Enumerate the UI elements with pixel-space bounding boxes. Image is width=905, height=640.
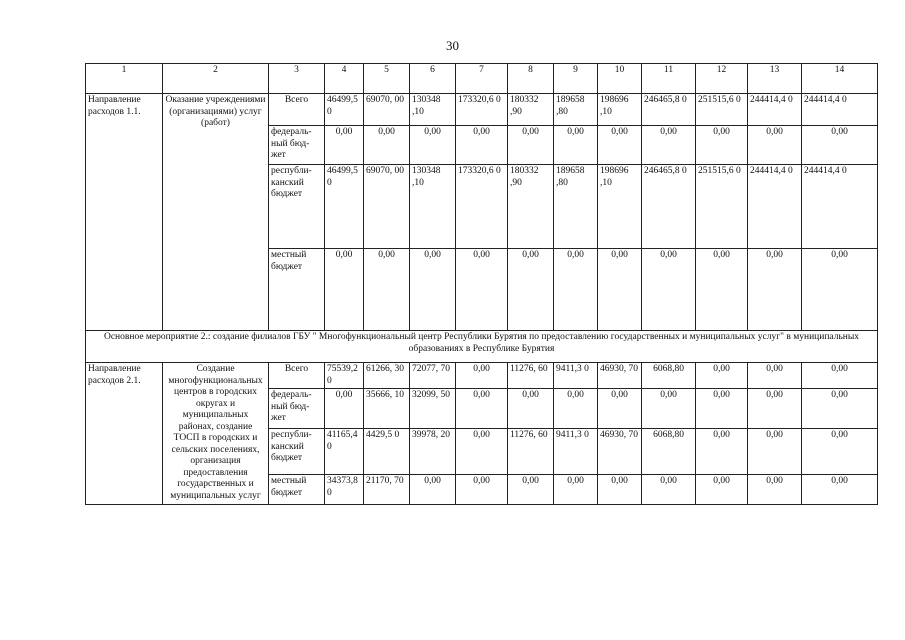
value-cell: 0,00 (642, 389, 696, 429)
value-cell: 198696 ,10 (598, 165, 642, 249)
value-cell: 0,00 (456, 429, 508, 475)
value-cell: 41165,4 0 (325, 429, 364, 475)
direction-cell: Направление расходов 2.1. (86, 363, 163, 505)
value-cell: 9411,3 0 (554, 363, 598, 389)
section-title: Основное мероприятие 2.: создание филиалов ГБУ " Многофункциональный центр Республики Бурятия по предоставлению государственных и муниципальных услуг" в муниципальных образованиях в Республике Бурятия (86, 331, 878, 363)
value-cell: 0,00 (802, 429, 878, 475)
value-cell: 0,00 (554, 249, 598, 331)
header-row (86, 64, 878, 94)
value-cell: 0,00 (508, 249, 554, 331)
source-cell: местный бюджет (269, 249, 325, 331)
value-cell: 0,00 (642, 249, 696, 331)
value-cell: 0,00 (802, 249, 878, 331)
table-row (86, 363, 878, 389)
value-cell: 0,00 (456, 126, 508, 165)
value-cell: 75539,2 0 (325, 363, 364, 389)
header-cell: 14 (802, 64, 878, 94)
header-cell: 12 (696, 64, 748, 94)
value-cell: 244414,4 0 (802, 165, 878, 249)
value-cell: 0,00 (598, 249, 642, 331)
value-cell: 0,00 (802, 126, 878, 165)
value-cell: 11276, 60 (508, 363, 554, 389)
value-cell: 189658 ,80 (554, 165, 598, 249)
value-cell: 251515,6 0 (696, 94, 748, 126)
value-cell: 0,00 (325, 389, 364, 429)
value-cell: 4429,5 0 (364, 429, 410, 475)
value-cell: 130348 ,10 (410, 165, 456, 249)
header-cell: 10 (598, 64, 642, 94)
source-cell: республи-канский бюджет (269, 165, 325, 249)
value-cell: 173320,6 0 (456, 165, 508, 249)
section-row (86, 331, 878, 363)
value-cell: 6068,80 (642, 363, 696, 389)
source-cell: федераль-ный бюд-жет (269, 126, 325, 165)
value-cell: 0,00 (554, 475, 598, 505)
budget-table (85, 63, 878, 505)
value-cell: 46930, 70 (598, 363, 642, 389)
value-cell: 32099, 50 (410, 389, 456, 429)
direction-cell: Направление расходов 1.1. (86, 94, 163, 331)
value-cell: 0,00 (748, 389, 802, 429)
page-number: 30 (446, 38, 459, 53)
value-cell: 11276, 60 (508, 429, 554, 475)
value-cell: 39978, 20 (410, 429, 456, 475)
value-cell: 180332 ,90 (508, 94, 554, 126)
value-cell: 130348 ,10 (410, 94, 456, 126)
value-cell: 0,00 (696, 126, 748, 165)
value-cell: 0,00 (554, 126, 598, 165)
value-cell: 244414,4 0 (802, 94, 878, 126)
value-cell: 0,00 (748, 249, 802, 331)
value-cell: 0,00 (642, 126, 696, 165)
value-cell: 46499,5 0 (325, 94, 364, 126)
value-cell: 0,00 (598, 126, 642, 165)
value-cell: 0,00 (508, 389, 554, 429)
value-cell: 0,00 (598, 475, 642, 505)
value-cell: 0,00 (364, 249, 410, 331)
header-cell: 2 (163, 64, 269, 94)
value-cell: 189658 ,80 (554, 94, 598, 126)
value-cell: 0,00 (696, 475, 748, 505)
value-cell: 0,00 (325, 249, 364, 331)
value-cell: 198696 ,10 (598, 94, 642, 126)
value-cell: 0,00 (802, 389, 878, 429)
value-cell: 0,00 (802, 475, 878, 505)
activity-cell: Оказание учреждениями (организациями) услуг (работ) (163, 94, 269, 331)
header-cell: 9 (554, 64, 598, 94)
value-cell: 244414,4 0 (748, 165, 802, 249)
value-cell: 0,00 (748, 363, 802, 389)
value-cell: 9411,3 0 (554, 429, 598, 475)
activity-cell: Создание многофункциональных центров в городских округах и муниципальных районах, создание ТОСП в городских и сельских поселениях, организация предоставления государственных и муниципальных услуг (163, 363, 269, 505)
value-cell: 46499,5 0 (325, 165, 364, 249)
header-cell: 11 (642, 64, 696, 94)
value-cell: 0,00 (456, 363, 508, 389)
value-cell: 0,00 (508, 475, 554, 505)
value-cell: 0,00 (410, 126, 456, 165)
value-cell: 21170, 70 (364, 475, 410, 505)
value-cell: 0,00 (748, 429, 802, 475)
value-cell: 0,00 (508, 126, 554, 165)
value-cell: 0,00 (456, 389, 508, 429)
header-cell: 4 (325, 64, 364, 94)
value-cell: 0,00 (456, 475, 508, 505)
value-cell: 0,00 (696, 429, 748, 475)
value-cell: 0,00 (410, 475, 456, 505)
value-cell: 0,00 (456, 249, 508, 331)
value-cell: 0,00 (642, 475, 696, 505)
table-row (86, 94, 878, 126)
value-cell: 69070, 00 (364, 165, 410, 249)
value-cell: 46930, 70 (598, 429, 642, 475)
value-cell: 0,00 (696, 249, 748, 331)
value-cell: 180332 ,90 (508, 165, 554, 249)
value-cell: 0,00 (802, 363, 878, 389)
value-cell: 0,00 (748, 126, 802, 165)
header-cell: 7 (456, 64, 508, 94)
source-cell: Всего (269, 94, 325, 126)
source-cell: республи-канский бюджет (269, 429, 325, 475)
value-cell: 0,00 (748, 475, 802, 505)
source-cell: местный бюджет (269, 475, 325, 505)
value-cell: 0,00 (410, 249, 456, 331)
value-cell: 0,00 (554, 389, 598, 429)
header-cell: 5 (364, 64, 410, 94)
value-cell: 61266, 30 (364, 363, 410, 389)
value-cell: 34373,8 0 (325, 475, 364, 505)
value-cell: 246465,8 0 (642, 165, 696, 249)
value-cell: 0,00 (696, 363, 748, 389)
value-cell: 35666, 10 (364, 389, 410, 429)
value-cell: 173320,6 0 (456, 94, 508, 126)
source-cell: федераль-ный бюд-жет (269, 389, 325, 429)
value-cell: 251515,6 0 (696, 165, 748, 249)
header-cell: 8 (508, 64, 554, 94)
value-cell: 246465,8 0 (642, 94, 696, 126)
value-cell: 0,00 (364, 126, 410, 165)
value-cell: 0,00 (325, 126, 364, 165)
value-cell: 6068,80 (642, 429, 696, 475)
value-cell: 69070, 00 (364, 94, 410, 126)
header-cell: 1 (86, 64, 163, 94)
header-cell: 3 (269, 64, 325, 94)
value-cell: 72077, 70 (410, 363, 456, 389)
value-cell: 0,00 (696, 389, 748, 429)
header-cell: 13 (748, 64, 802, 94)
value-cell: 244414,4 0 (748, 94, 802, 126)
header-cell: 6 (410, 64, 456, 94)
value-cell: 0,00 (598, 389, 642, 429)
source-cell: Всего (269, 363, 325, 389)
